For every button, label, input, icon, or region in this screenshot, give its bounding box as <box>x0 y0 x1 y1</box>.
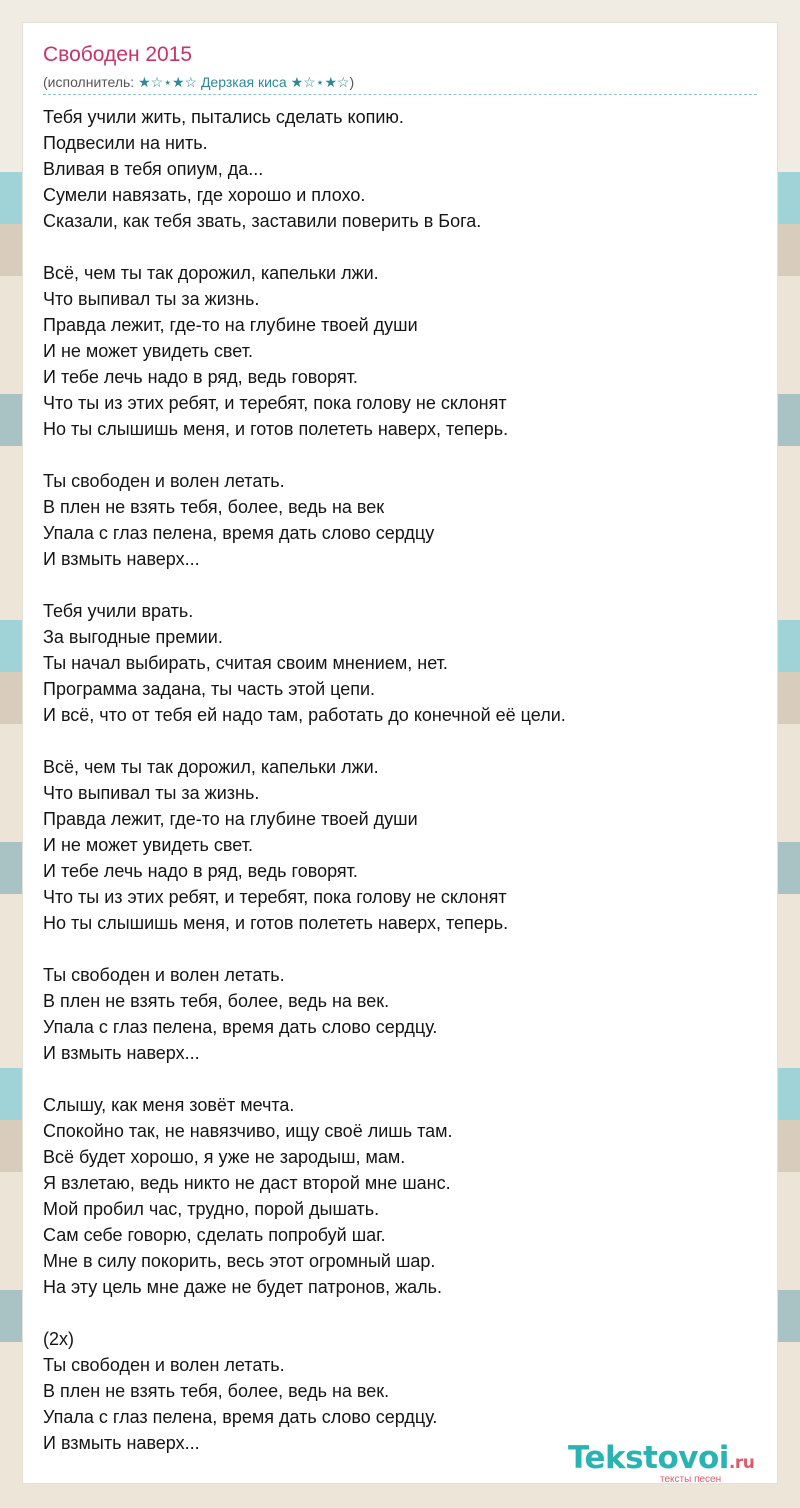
lyric-line: Правда лежит, где-то на глубине твоей души <box>43 315 418 335</box>
lyric-line: Всё, чем ты так дорожил, капельки лжи. <box>43 263 379 283</box>
song-title: Свободен 2015 <box>43 43 193 66</box>
lyrics-card <box>22 22 778 1484</box>
lyric-line: Что ты из этих ребят, и теребят, пока голову не склонят <box>43 887 507 907</box>
lyric-line: Всё будет хорошо, я уже не зародыш, мам. <box>43 1147 406 1167</box>
logo-tagline: тексты песен <box>660 1474 722 1485</box>
lyric-line: И не может увидеть свет. <box>43 835 253 855</box>
lyric-line: Программа задана, ты часть этой цепи. <box>43 679 376 699</box>
lyric-line: В плен не взять тебя, более, ведь на век. <box>43 991 390 1011</box>
lyric-line: Ты свободен и волен летать. <box>43 471 285 491</box>
lyric-line: Что выпивал ты за жизнь. <box>43 783 260 803</box>
logo-wordmark <box>568 1440 754 1476</box>
lyric-line: Что ты из этих ребят, и теребят, пока голову не склонят <box>43 393 507 413</box>
stanza-break <box>43 442 763 468</box>
lyric-line: И тебе лечь надо в ряд, ведь говорят. <box>43 367 358 387</box>
lyric-line: Спокойно так, не навязчиво, ищу своё лишь там. <box>43 1121 453 1141</box>
lyric-line: Ты свободен и волен летать. <box>43 1355 285 1375</box>
stanza-break <box>43 572 763 598</box>
lyric-line: Правда лежит, где-то на глубине твоей души <box>43 809 418 829</box>
lyric-line: И взмыть наверх... <box>43 1433 200 1453</box>
lyric-line: Сумели навязать, где хорошо и плохо. <box>43 185 366 205</box>
artist-suffix: ) <box>349 74 355 90</box>
logo-tld: .ru <box>728 1453 755 1473</box>
lyric-line: Всё, чем ты так дорожил, капельки лжи. <box>43 757 379 777</box>
lyric-line: На эту цель мне даже не будет патронов, жаль. <box>43 1277 443 1297</box>
lyric-line: И взмыть наверх... <box>43 549 200 569</box>
lyric-line: За выгодные премии. <box>43 627 223 647</box>
lyric-line: И тебе лечь надо в ряд, ведь говорят. <box>43 861 358 881</box>
lyric-line: Вливая в тебя опиум, да... <box>43 159 264 179</box>
logo-name: Tekstovoi <box>568 1440 729 1476</box>
lyric-line: Но ты слышишь меня, и готов полететь наверх, теперь. <box>43 419 509 439</box>
lyric-line: Подвесили на нить. <box>43 133 208 153</box>
lyric-line: Мне в силу покорить, весь этот огромный шар. <box>43 1251 436 1271</box>
lyric-line: Тебя учили врать. <box>43 601 194 621</box>
artist-prefix: (исполнитель: <box>43 74 139 90</box>
site-logo[interactable] <box>568 1440 778 1488</box>
lyric-line: Сказали, как тебя звать, заставили поверить в Бога. <box>43 211 482 231</box>
lyrics-body <box>43 104 763 1456</box>
lyric-line: Упала с глаз пелена, время дать слово сердцу <box>43 523 435 543</box>
lyric-line: В плен не взять тебя, более, ведь на век <box>43 497 385 517</box>
stanza-break <box>43 1066 763 1092</box>
lyric-line: Мой пробил час, трудно, порой дышать. <box>43 1199 380 1219</box>
stanza-break <box>43 1300 763 1326</box>
lyric-line: Я взлетаю, ведь никто не даст второй мне шанс. <box>43 1173 451 1193</box>
lyric-line: В плен не взять тебя, более, ведь на век. <box>43 1381 390 1401</box>
lyric-line: Что выпивал ты за жизнь. <box>43 289 260 309</box>
stanza-break <box>43 728 763 754</box>
lyric-line: (2x) <box>43 1329 74 1349</box>
lyric-line: Слышу, как меня зовёт мечта. <box>43 1095 295 1115</box>
lyric-line: Упала с глаз пелена, время дать слово сердцу. <box>43 1407 438 1427</box>
lyric-line: И не может увидеть свет. <box>43 341 253 361</box>
lyric-line: Ты свободен и волен летать. <box>43 965 285 985</box>
stanza-break <box>43 936 763 962</box>
lyric-line: И взмыть наверх... <box>43 1043 200 1063</box>
lyric-line: Упала с глаз пелена, время дать слово сердцу. <box>43 1017 438 1037</box>
lyric-line: Тебя учили жить, пытались сделать копию. <box>43 107 404 127</box>
lyric-line: И всё, что от тебя ей надо там, работать до конечной её цели. <box>43 705 566 725</box>
lyric-line: Но ты слышишь меня, и готов полететь наверх, теперь. <box>43 913 509 933</box>
artist-link[interactable]: ★☆⋆★☆ Дерзкая киса ★☆⋆★☆ <box>138 74 350 90</box>
lyric-line: Сам себе говорю, сделать попробуй шаг. <box>43 1225 386 1245</box>
stanza-break <box>43 234 763 260</box>
artist-line <box>43 74 354 91</box>
lyric-line: Ты начал выбирать, считая своим мнением, нет. <box>43 653 448 673</box>
header-divider <box>43 94 757 95</box>
